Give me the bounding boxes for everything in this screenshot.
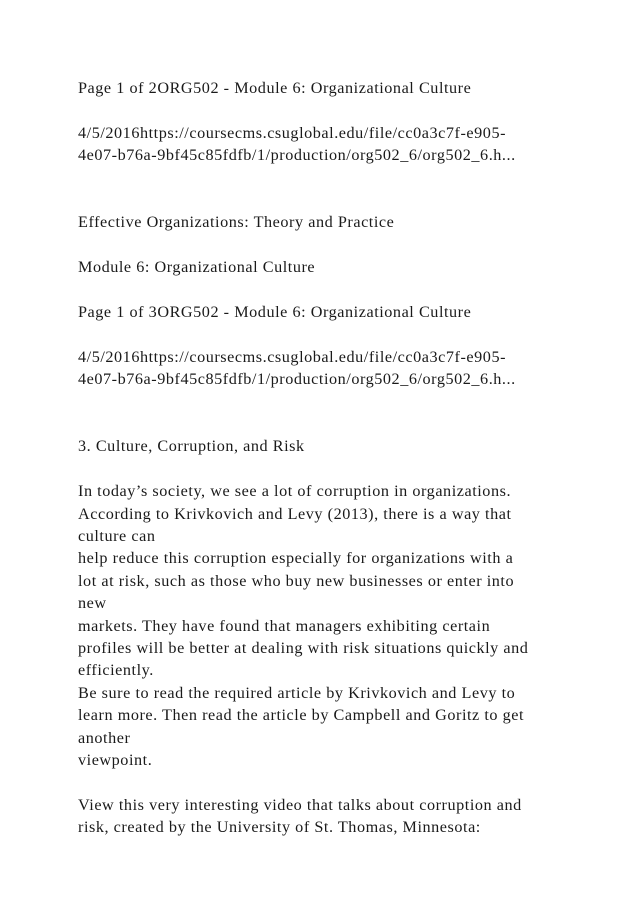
- text-line: Be sure to read the required article by Krivkovich and Levy to: [78, 683, 516, 702]
- text-line: another: [78, 728, 131, 747]
- source-url: [78, 122, 608, 167]
- blank-line: [78, 189, 608, 211]
- text-line: markets. They have found that managers exhibiting certain: [78, 616, 491, 635]
- source-url: [78, 346, 608, 391]
- text-line: 4e07-b76a-9bf45c85fdfb/1/production/org502_6/org502_6.h...: [78, 370, 516, 389]
- text-line: 3. Culture, Corruption, and Risk: [78, 437, 305, 456]
- blank-line: [78, 413, 608, 435]
- module-title: [78, 256, 608, 278]
- text-line: risk, created by the University of St. Thomas, Minnesota:: [78, 818, 481, 837]
- text-line: profiles will be better at dealing with risk situations quickly and: [78, 639, 529, 658]
- body-paragraph: [78, 480, 608, 771]
- page-header-line: [78, 77, 608, 99]
- section-heading: [78, 435, 608, 457]
- document-content: [78, 77, 608, 861]
- text-line: View this very interesting video that talks about corruption and: [78, 795, 522, 814]
- text-line: 4/5/2016https://coursecms.csuglobal.edu/file/cc0a3c7f-e905-: [78, 347, 507, 366]
- text-line: Module 6: Organizational Culture: [78, 258, 316, 277]
- text-line: According to Krivkovich and Levy (2013), there is a way that: [78, 504, 512, 523]
- text-line: help reduce this corruption especially for organizations with a: [78, 549, 514, 568]
- text-line: efficiently.: [78, 661, 154, 680]
- text-line: In today’s society, we see a lot of corruption in organizations.: [78, 482, 512, 501]
- document-title: [78, 211, 608, 233]
- text-line: 4/5/2016https://coursecms.csuglobal.edu/file/cc0a3c7f-e905-: [78, 123, 507, 142]
- page-header-line: [78, 301, 608, 323]
- text-line: 4e07-b76a-9bf45c85fdfb/1/production/org502_6/org502_6.h...: [78, 146, 516, 165]
- text-line: culture can: [78, 526, 156, 545]
- text-line: new: [78, 594, 107, 613]
- text-line: Page 1 of 3ORG502 - Module 6: Organizational Culture: [78, 302, 472, 321]
- text-line: Effective Organizations: Theory and Practice: [78, 213, 395, 232]
- text-line: Page 1 of 2ORG502 - Module 6: Organizational Culture: [78, 79, 472, 97]
- text-line: lot at risk, such as those who buy new businesses or enter into: [78, 571, 515, 590]
- text-line: learn more. Then read the article by Campbell and Goritz to get: [78, 706, 525, 725]
- text-line: viewpoint.: [78, 751, 153, 770]
- body-paragraph: [78, 794, 608, 839]
